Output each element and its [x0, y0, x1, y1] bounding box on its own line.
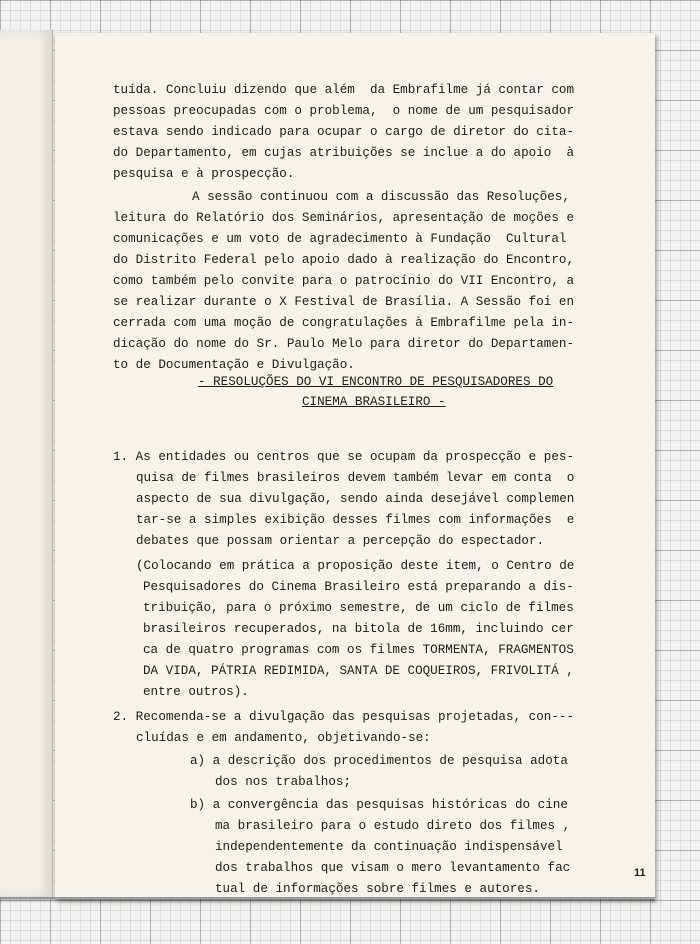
text-line: ma brasileiro para o estudo direto dos filmes ,	[215, 819, 571, 833]
text-line: tar-se a simples exibição desses filmes com informações e	[136, 513, 575, 527]
text-line: tual de informações sobre filmes e autores.	[215, 882, 540, 896]
text-line: dicação do nome do Sr. Paulo Melo para diretor do Departamen-	[113, 337, 575, 351]
text-line: to de Documentação e Divulgação.	[113, 358, 355, 372]
text-line: b) a convergência das pesquisas históricas do cine	[190, 798, 568, 812]
text-line: aspecto de sua divulgação, sendo ainda desejável complemen	[136, 492, 575, 506]
text-line: dos nos trabalhos;	[215, 775, 352, 789]
text-line: cluídas e em andamento, objetivando-se:	[136, 731, 431, 745]
text-line: do Distrito Federal pelo apoio dado à realização do Encontro,	[113, 253, 575, 267]
text-line: 1. As entidades ou centros que se ocupam da prospecção e pes-	[113, 450, 575, 464]
text-line: DA VIDA, PÁTRIA REDIMIDA, SANTA DE COQUEIROS, FRIVOLITÁ ,	[143, 664, 574, 678]
text-line: se realizar durante o X Festival de Brasília. A Sessão foi en	[113, 295, 575, 309]
page-number: 11	[634, 867, 646, 879]
text-line: estava sendo indicado para ocupar o cargo de diretor do cita-	[113, 125, 575, 139]
text-line: leitura do Relatório dos Seminários, apresentação de moções e	[113, 211, 575, 225]
text-line: pesquisa e à prospecção.	[113, 167, 295, 181]
text-line: do Departamento, em cujas atribuições se inclue a do apoio à	[113, 146, 575, 160]
text-line: pessoas preocupadas com o problema, o nome de um pesquisador	[113, 104, 575, 118]
page-edge-shadow	[0, 897, 655, 903]
heading-line: - RESOLUÇÕES DO VI ENCONTRO DE PESQUISADORES DO	[198, 375, 554, 389]
text-line: entre outros).	[143, 685, 249, 699]
text-line: ca de quatro programas com os filmes TORMENTA, FRAGMENTOS	[143, 643, 574, 657]
text-line: dos trabalhos que visam o mero levantamento fac	[215, 861, 571, 875]
text-line: quisa de filmes brasileiros devem também levar em conta o	[136, 471, 575, 485]
text-line: independentemente da continuação indispensável	[215, 840, 563, 854]
text-line: cerrada com uma moção de congratulações à Embrafilme pela in-	[113, 316, 575, 330]
document-page	[55, 33, 655, 899]
heading-line: CINEMA BRASILEIRO -	[302, 395, 446, 409]
text-line: como também pelo convite para o patrocínio do VII Encontro, a	[113, 274, 575, 288]
text-line: (Colocando em prática a proposição deste item, o Centro de	[136, 559, 575, 573]
text-line: Pesquisadores do Cinema Brasileiro está preparando a dis-	[143, 580, 574, 594]
left-facing-page	[0, 30, 53, 898]
text-line: a) a descrição dos procedimentos de pesquisa adota	[190, 754, 568, 768]
text-line: brasileiros recuperados, na bitola de 16mm, incluindo cer	[143, 622, 574, 636]
text-line: comunicações e um voto de agradecimento à Fundação Cultural	[113, 232, 567, 246]
text-line: 2. Recomenda-se a divulgação das pesquisas projetadas, con---	[113, 710, 575, 724]
text-line: tribuição, para o próximo semestre, de um ciclo de filmes	[143, 601, 574, 615]
text-line: debates que possam orientar a percepção do espectador.	[136, 534, 545, 548]
text-line: tuída. Concluiu dizendo que além da Embrafilme já contar com	[113, 83, 575, 97]
text-line: A sessão continuou com a discussão das Resoluções,	[192, 190, 570, 204]
